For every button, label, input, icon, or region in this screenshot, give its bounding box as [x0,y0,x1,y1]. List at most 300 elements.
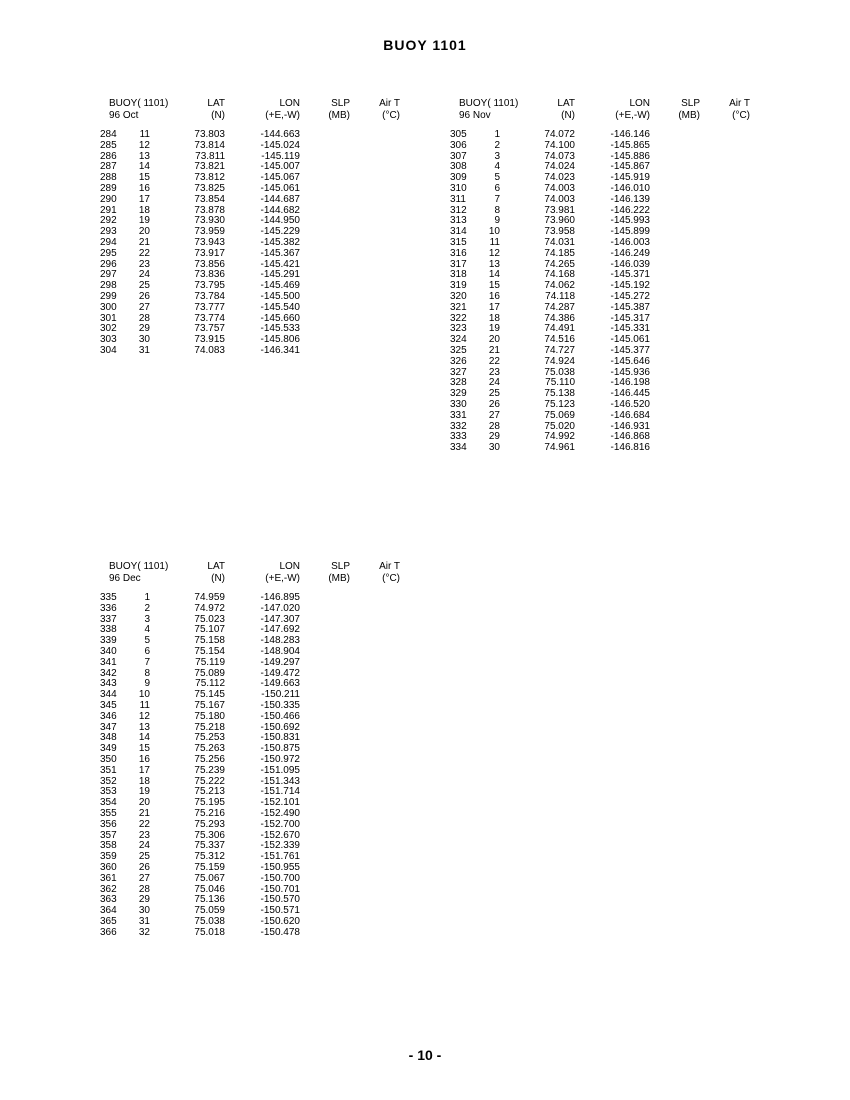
lat-cell: 74.265 [544,258,575,270]
day-of-year-cell: 334 [450,442,467,454]
col-header-airt: Air T [729,98,750,109]
month-label: 96 Oct [109,110,139,121]
table-header-row [450,98,770,110]
day-of-year-cell: 337 [100,613,117,625]
lat-cell: 75.306 [194,829,225,841]
day-of-year-cell: 361 [100,872,117,884]
lat-cell: 73.856 [194,258,225,270]
day-of-year-cell: 348 [100,732,117,744]
day-of-year-cell: 323 [450,323,467,335]
lat-cell: 75.216 [194,807,225,819]
day-of-year-cell: 351 [100,764,117,776]
lat-cell: 75.180 [194,710,225,722]
day-of-month-cell: 8 [494,204,500,216]
day-of-month-cell: 6 [144,645,150,657]
day-of-year-cell: 364 [100,905,117,917]
lon-cell: -150.692 [260,721,300,733]
day-of-month-cell: 13 [488,258,500,270]
lon-cell: -145.886 [610,150,650,162]
day-of-month-cell: 21 [488,344,500,356]
lon-cell: -144.663 [260,129,300,140]
day-of-month-cell: 21 [138,236,150,248]
lon-cell: -145.936 [610,366,650,378]
lon-cell: -146.003 [610,236,650,248]
table-row [450,249,770,260]
day-of-year-cell: 315 [450,236,467,248]
lat-cell: 73.854 [194,193,225,205]
lat-cell: 73.774 [194,312,225,324]
table-header-row [100,561,420,573]
day-of-year-cell: 304 [100,344,117,356]
lat-cell: 74.003 [544,182,575,194]
lon-cell: -150.466 [260,710,300,722]
lon-cell: -150.700 [260,872,300,884]
lat-cell: 74.972 [194,602,225,614]
day-of-month-cell: 9 [494,215,500,227]
day-of-year-cell: 305 [450,129,467,140]
lon-cell: -151.761 [260,851,300,863]
day-of-year-cell: 322 [450,312,467,324]
table-row [100,303,420,314]
day-of-year-cell: 324 [450,334,467,346]
day-of-year-cell: 355 [100,807,117,819]
lat-cell: 74.073 [544,150,575,162]
slp-unit: (MB) [678,110,700,121]
day-of-year-cell: 347 [100,721,117,733]
lat-cell: 75.337 [194,840,225,852]
day-of-month-cell: 23 [138,258,150,270]
lat-cell: 75.213 [194,786,225,798]
lat-cell: 75.158 [194,635,225,647]
day-of-month-cell: 25 [138,280,150,292]
day-of-month-cell: 20 [488,334,500,346]
day-of-month-cell: 17 [138,193,150,205]
lat-cell: 75.256 [194,753,225,765]
day-of-month-cell: 7 [144,656,150,668]
day-of-month-cell: 22 [488,355,500,367]
day-of-month-cell: 18 [138,775,150,787]
day-of-month-cell: 28 [488,420,500,432]
day-of-year-cell: 295 [100,247,117,259]
lon-cell: -150.211 [261,689,300,701]
day-of-year-cell: 329 [450,388,467,400]
day-of-year-cell: 350 [100,753,117,765]
day-of-month-cell: 3 [494,150,500,162]
lat-cell: 75.123 [544,398,575,410]
lat-cell: 74.118 [545,290,575,302]
day-of-month-cell: 28 [138,312,150,324]
month-label: 96 Dec [109,573,141,584]
lon-cell: -146.445 [610,388,650,400]
day-of-month-cell: 17 [138,764,150,776]
day-of-year-cell: 330 [450,398,467,410]
day-of-year-cell: 340 [100,645,117,657]
day-of-month-cell: 13 [138,150,150,162]
day-of-month-cell: 14 [138,161,150,173]
lat-cell: 74.924 [544,355,575,367]
lat-cell: 75.119 [195,656,225,668]
col-header-slp: SLP [331,98,350,109]
lat-cell: 75.107 [194,624,225,636]
lat-cell: 73.825 [194,182,225,194]
day-of-year-cell: 343 [100,678,117,690]
day-of-year-cell: 346 [100,710,117,722]
day-of-year-cell: 341 [100,656,117,668]
col-header-lon: LON [279,561,300,572]
lat-cell: 75.059 [194,905,225,917]
lon-cell: -145.371 [610,269,650,281]
day-of-year-cell: 291 [100,204,117,216]
day-of-month-cell: 27 [488,409,500,421]
lon-cell: -145.421 [260,258,300,270]
lat-cell: 75.195 [194,797,225,809]
day-of-month-cell: 6 [494,182,500,194]
day-of-month-cell: 1 [494,129,500,140]
table-row [100,604,420,615]
lon-cell: -150.972 [260,753,300,765]
day-of-month-cell: 23 [488,366,500,378]
lon-cell: -145.377 [610,344,650,356]
table-body [100,130,420,357]
day-of-year-cell: 316 [450,247,467,259]
lat-cell: 75.159 [194,861,225,873]
airt-unit: (°C) [382,573,400,584]
lon-cell: -147.692 [260,624,300,636]
day-of-month-cell: 1 [144,592,150,603]
month-label: 96 Nov [459,110,491,121]
lon-cell: -152.339 [260,840,300,852]
col-header-lat: LAT [207,98,225,109]
day-of-year-cell: 299 [100,290,117,302]
day-of-month-cell: 16 [138,753,150,765]
day-of-year-cell: 290 [100,193,117,205]
day-of-month-cell: 19 [138,786,150,798]
data-table-oct [100,98,420,356]
lat-cell: 73.915 [194,334,225,346]
lat-cell: 75.023 [194,613,225,625]
col-header-lat: LAT [557,98,575,109]
day-of-year-cell: 344 [100,689,117,701]
lat-cell: 75.218 [194,721,225,733]
lat-cell: 75.138 [544,388,575,400]
day-of-year-cell: 356 [100,818,117,830]
lat-cell: 73.821 [194,161,225,173]
lon-cell: -150.831 [260,732,300,744]
day-of-year-cell: 325 [450,344,467,356]
lat-cell: 74.727 [544,344,575,356]
lon-cell: -144.950 [260,215,300,227]
lon-cell: -150.571 [260,905,300,917]
day-of-month-cell: 12 [488,247,500,259]
lon-cell: -145.272 [610,290,650,302]
lat-cell: 75.136 [194,894,225,906]
lat-cell: 74.386 [544,312,575,324]
table-row [100,658,420,669]
day-of-year-cell: 314 [450,226,467,238]
table-row [450,141,770,152]
lat-cell: 75.020 [544,420,575,432]
day-of-month-cell: 4 [494,161,500,173]
lat-cell: 75.038 [194,915,225,927]
lon-cell: -145.317 [610,312,650,324]
lat-cell: 73.795 [194,280,225,292]
airt-unit: (°C) [732,110,750,121]
lon-cell: -145.192 [610,280,650,292]
day-of-year-cell: 345 [100,699,117,711]
lat-cell: 73.981 [544,204,575,216]
lon-cell: -146.010 [610,182,650,194]
lat-cell: 74.072 [544,129,575,140]
day-of-year-cell: 292 [100,215,117,227]
day-of-month-cell: 14 [488,269,500,281]
lat-cell: 74.185 [544,247,575,259]
day-of-year-cell: 354 [100,797,117,809]
day-of-year-cell: 338 [100,624,117,636]
lat-cell: 74.959 [194,592,225,603]
lon-cell: -148.283 [260,635,300,647]
day-of-month-cell: 15 [488,280,500,292]
day-of-month-cell: 31 [138,915,150,927]
col-header-buoy: BUOY( 1101) [109,561,169,572]
day-of-month-cell: 19 [488,323,500,335]
col-header-airt: Air T [379,561,400,572]
lon-cell: -145.533 [260,323,300,335]
day-of-month-cell: 29 [138,894,150,906]
lon-cell: -145.660 [260,312,300,324]
lon-cell: -145.024 [260,139,300,151]
lon-cell: -149.297 [260,656,300,668]
day-of-year-cell: 326 [450,355,467,367]
lon-cell: -147.307 [260,613,300,625]
day-of-year-cell: 310 [450,182,467,194]
table-subheader-row [100,110,420,122]
day-of-month-cell: 27 [138,872,150,884]
day-of-month-cell: 12 [138,710,150,722]
lat-cell: 73.959 [194,226,225,238]
lon-cell: -145.867 [610,161,650,173]
lat-cell: 74.023 [544,172,575,184]
lat-cell: 75.089 [194,667,225,679]
day-of-year-cell: 309 [450,172,467,184]
lon-cell: -145.367 [260,247,300,259]
lat-cell: 74.168 [544,269,575,281]
lon-cell: -146.341 [260,344,300,356]
day-of-month-cell: 31 [138,344,150,356]
day-of-month-cell: 19 [138,215,150,227]
day-of-month-cell: 17 [488,301,500,313]
day-of-month-cell: 26 [488,398,500,410]
slp-unit: (MB) [328,110,350,121]
day-of-month-cell: 15 [138,743,150,755]
lon-cell: -145.061 [260,182,300,194]
table-row [100,928,420,939]
lat-cell: 75.293 [194,818,225,830]
lat-cell: 73.960 [544,215,575,227]
table-row [100,820,420,831]
lat-cell: 75.112 [195,678,225,690]
day-of-year-cell: 285 [100,139,117,151]
lat-cell: 75.154 [194,645,225,657]
lat-cell: 73.958 [544,226,575,238]
day-of-year-cell: 302 [100,323,117,335]
day-of-year-cell: 365 [100,915,117,927]
table-row [100,195,420,206]
day-of-month-cell: 26 [138,290,150,302]
lat-cell: 75.167 [194,699,225,711]
lat-cell: 75.038 [544,366,575,378]
day-of-year-cell: 319 [450,280,467,292]
day-of-month-cell: 29 [138,323,150,335]
lon-cell: -146.520 [610,398,650,410]
day-of-month-cell: 2 [144,602,150,614]
day-of-month-cell: 9 [144,678,150,690]
lat-cell: 75.069 [544,409,575,421]
lon-cell: -146.039 [610,258,650,270]
day-of-month-cell: 25 [138,851,150,863]
day-of-year-cell: 284 [100,129,117,140]
lat-cell: 73.836 [194,269,225,281]
day-of-year-cell: 298 [100,280,117,292]
data-table-nov [450,98,770,454]
day-of-month-cell: 24 [488,377,500,389]
table-row [450,411,770,422]
day-of-year-cell: 312 [450,204,467,216]
lat-cell: 74.491 [544,323,575,335]
day-of-year-cell: 366 [100,926,117,938]
day-of-year-cell: 307 [450,150,467,162]
day-of-month-cell: 25 [488,388,500,400]
lon-cell: -146.868 [610,431,650,443]
day-of-year-cell: 289 [100,182,117,194]
lat-cell: 73.917 [194,247,225,259]
lon-cell: -146.684 [610,409,650,421]
lat-cell: 73.811 [195,150,225,162]
table-row [100,141,420,152]
lat-cell: 73.777 [194,301,225,313]
day-of-year-cell: 320 [450,290,467,302]
lat-cell: 73.930 [194,215,225,227]
lat-cell: 74.992 [544,431,575,443]
lon-cell: -152.670 [260,829,300,841]
table-subheader-row [450,110,770,122]
day-of-month-cell: 16 [488,290,500,302]
day-of-month-cell: 20 [138,226,150,238]
day-of-year-cell: 294 [100,236,117,248]
lat-cell: 73.878 [194,204,225,216]
day-of-year-cell: 313 [450,215,467,227]
col-header-lon: LON [279,98,300,109]
day-of-month-cell: 30 [488,442,500,454]
lat-cell: 74.083 [194,344,225,356]
lat-cell: 75.145 [194,689,225,701]
day-of-month-cell: 24 [138,840,150,852]
table-body [100,593,420,939]
lon-unit: (+E,-W) [265,110,300,121]
day-of-year-cell: 318 [450,269,467,281]
lon-cell: -145.061 [610,334,650,346]
table-row [450,303,770,314]
lat-cell: 73.784 [194,290,225,302]
day-of-year-cell: 349 [100,743,117,755]
lat-cell: 75.312 [194,851,225,863]
lon-cell: -150.875 [260,743,300,755]
day-of-month-cell: 14 [138,732,150,744]
day-of-year-cell: 287 [100,161,117,173]
lon-cell: -146.931 [610,420,650,432]
day-of-year-cell: 331 [450,409,467,421]
day-of-year-cell: 358 [100,840,117,852]
day-of-year-cell: 359 [100,851,117,863]
lon-cell: -144.682 [260,204,300,216]
page-title: BUOY 1101 [383,37,467,53]
lon-cell: -152.101 [260,797,300,809]
lon-cell: -149.472 [260,667,300,679]
lon-cell: -144.687 [260,193,300,205]
lon-cell: -145.993 [610,215,650,227]
lat-cell: 75.067 [194,872,225,884]
lon-cell: -146.895 [260,592,300,603]
slp-unit: (MB) [328,573,350,584]
lat-cell: 73.757 [194,323,225,335]
lat-cell: 74.516 [544,334,575,346]
day-of-year-cell: 297 [100,269,117,281]
lon-cell: -145.865 [610,139,650,151]
lat-cell: 74.003 [544,193,575,205]
day-of-month-cell: 11 [139,699,150,711]
lat-cell: 74.287 [544,301,575,313]
day-of-month-cell: 10 [138,689,150,701]
lon-cell: -145.500 [260,290,300,302]
lon-cell: -150.335 [260,699,300,711]
day-of-month-cell: 13 [138,721,150,733]
day-of-year-cell: 293 [100,226,117,238]
col-header-slp: SLP [331,561,350,572]
lon-cell: -145.291 [260,269,300,281]
col-header-slp: SLP [681,98,700,109]
lon-cell: -151.095 [260,764,300,776]
lon-cell: -145.229 [260,226,300,238]
lon-cell: -146.146 [610,129,650,140]
lat-cell: 75.110 [545,377,575,389]
page-number: - 10 - [408,1047,442,1063]
day-of-year-cell: 335 [100,592,117,603]
lon-cell: -151.714 [260,786,300,798]
lat-unit: (N) [211,110,225,121]
day-of-month-cell: 5 [494,172,500,184]
lon-cell: -145.382 [260,236,300,248]
table-row [450,443,770,454]
lon-unit: (+E,-W) [265,573,300,584]
day-of-year-cell: 327 [450,366,467,378]
lon-cell: -145.387 [610,301,650,313]
day-of-month-cell: 22 [138,818,150,830]
col-header-lat: LAT [207,561,225,572]
lat-cell: 73.803 [194,129,225,140]
day-of-year-cell: 308 [450,161,467,173]
lat-cell: 74.961 [544,442,575,454]
lat-cell: 75.222 [194,775,225,787]
day-of-year-cell: 360 [100,861,117,873]
day-of-month-cell: 10 [488,226,500,238]
lat-unit: (N) [561,110,575,121]
col-header-lon: LON [629,98,650,109]
day-of-year-cell: 286 [100,150,117,162]
airt-unit: (°C) [382,110,400,121]
day-of-year-cell: 317 [450,258,467,270]
day-of-year-cell: 303 [100,334,117,346]
lon-cell: -148.904 [260,645,300,657]
day-of-year-cell: 328 [450,377,467,389]
